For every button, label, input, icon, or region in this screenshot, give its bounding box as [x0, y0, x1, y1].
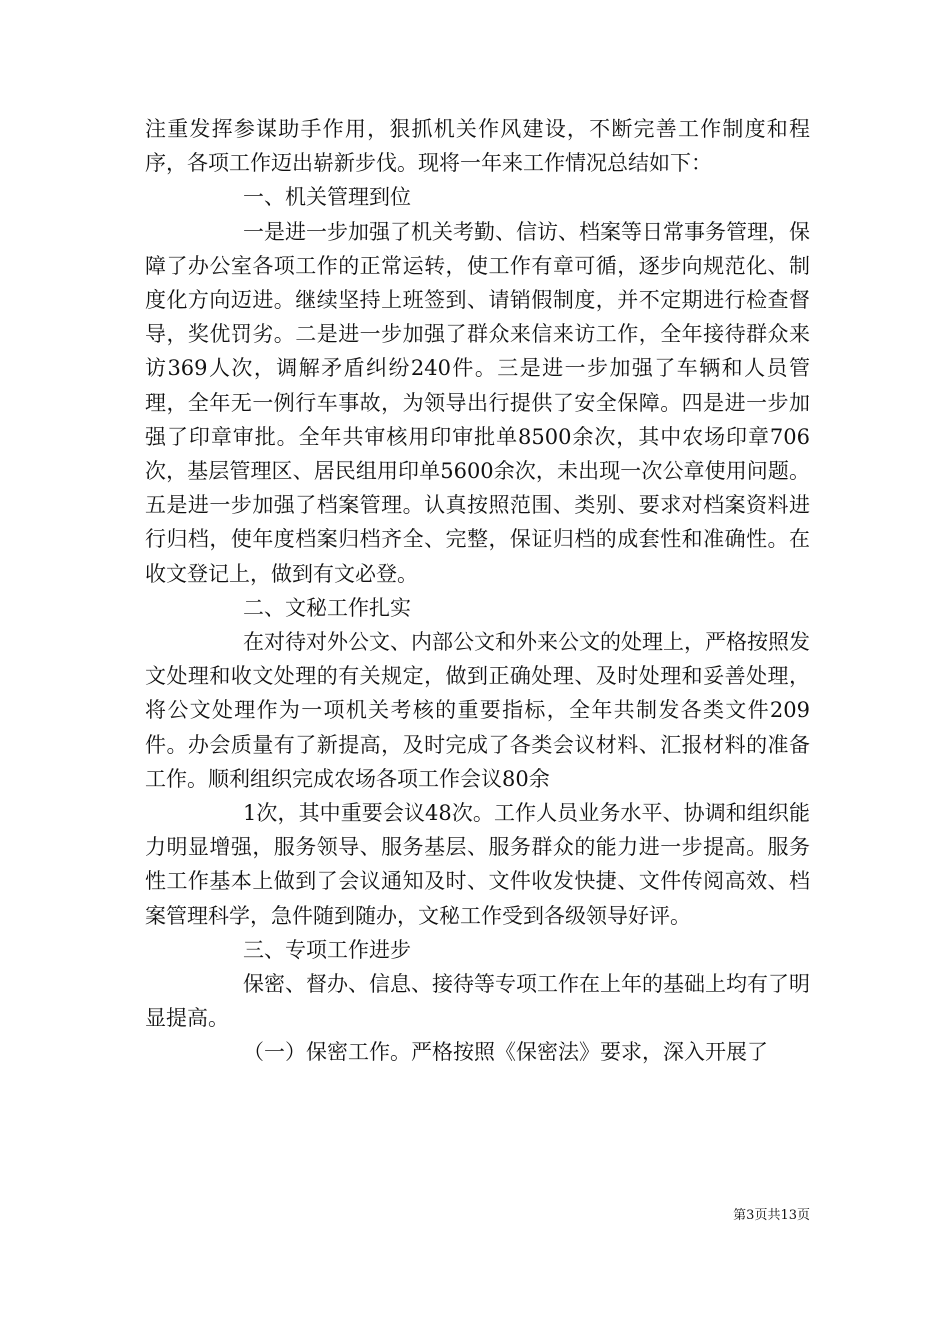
paragraph-section-3: 保密、督办、信息、接待等专项工作在上年的基础上均有了明显提高。 [145, 972, 810, 1031]
paragraph-intro: 注重发挥参谋助手作用，狠抓机关作风建设，不断完善工作制度和程序，各项工作迈出崭新步伐。现将一年来工作情况总结如下： [145, 117, 810, 176]
heading-section-1: 一、机关管理到位 [243, 185, 411, 210]
heading-section-3: 三、专项工作进步 [243, 937, 411, 962]
paragraph-section-1: 一是进一步加强了机关考勤、信访、档案等日常事务管理，保障了办公室各项工作的正常运转，使工作有章可循，逐步向规范化、制度化方向迈进。继续坚持上班签到、请销假制度，并不定期进行检查督导，奖优罚劣。二是进一步加强了群众来信来访工作，全年接待群众来访369人次，调解矛盾纠纷240件。三是进一步加强了车辆和人员管理，全年无一例行车事故，为领导出行提供了安全保障。四是进一步加强了印章审批。全年共审核用印审批单8500余次，其中农场印章706次，基层管理区、居民组用印单5600余次，未出现一次公章使用问题。五是进一步加强了档案管理。认真按照范围、类别、要求对档案资料进行归档，使年度档案归档齐全、完整，保证归档的成套性和准确性。在收文登记上，做到有文必登。 [145, 219, 810, 586]
paragraph-section-2: 在对待对外公文、内部公文和外来公文的处理上，严格按照发文处理和收文处理的有关规定，做到正确处理、及时处理和妥善处理，将公文处理作为一项机关考核的重要指标，全年共制发各类文件209件。办会质量有了新提高，及时完成了各类会议材料、汇报材料的准备工作。顺利组织完成农场各项工作会议80余 [145, 630, 810, 791]
paragraph-section-2-continued: 1次，其中重要会议48次。工作人员业务水平、协调和组织能力明显增强，服务领导、服务基层、服务群众的能力进一步提高。服务性工作基本上做到了会议通知及时、文件收发快捷、文件传阅高效、档案管理科学，急件随到随办，文秘工作受到各级领导好评。 [145, 801, 810, 928]
heading-section-2: 二、文秘工作扎实 [243, 595, 411, 620]
document-body [145, 112, 810, 1070]
page-number-footer: 第3页共13页 [733, 1208, 810, 1223]
paragraph-confidentiality: （一）保密工作。严格按照《保密法》要求，深入开展了 [243, 1040, 768, 1065]
